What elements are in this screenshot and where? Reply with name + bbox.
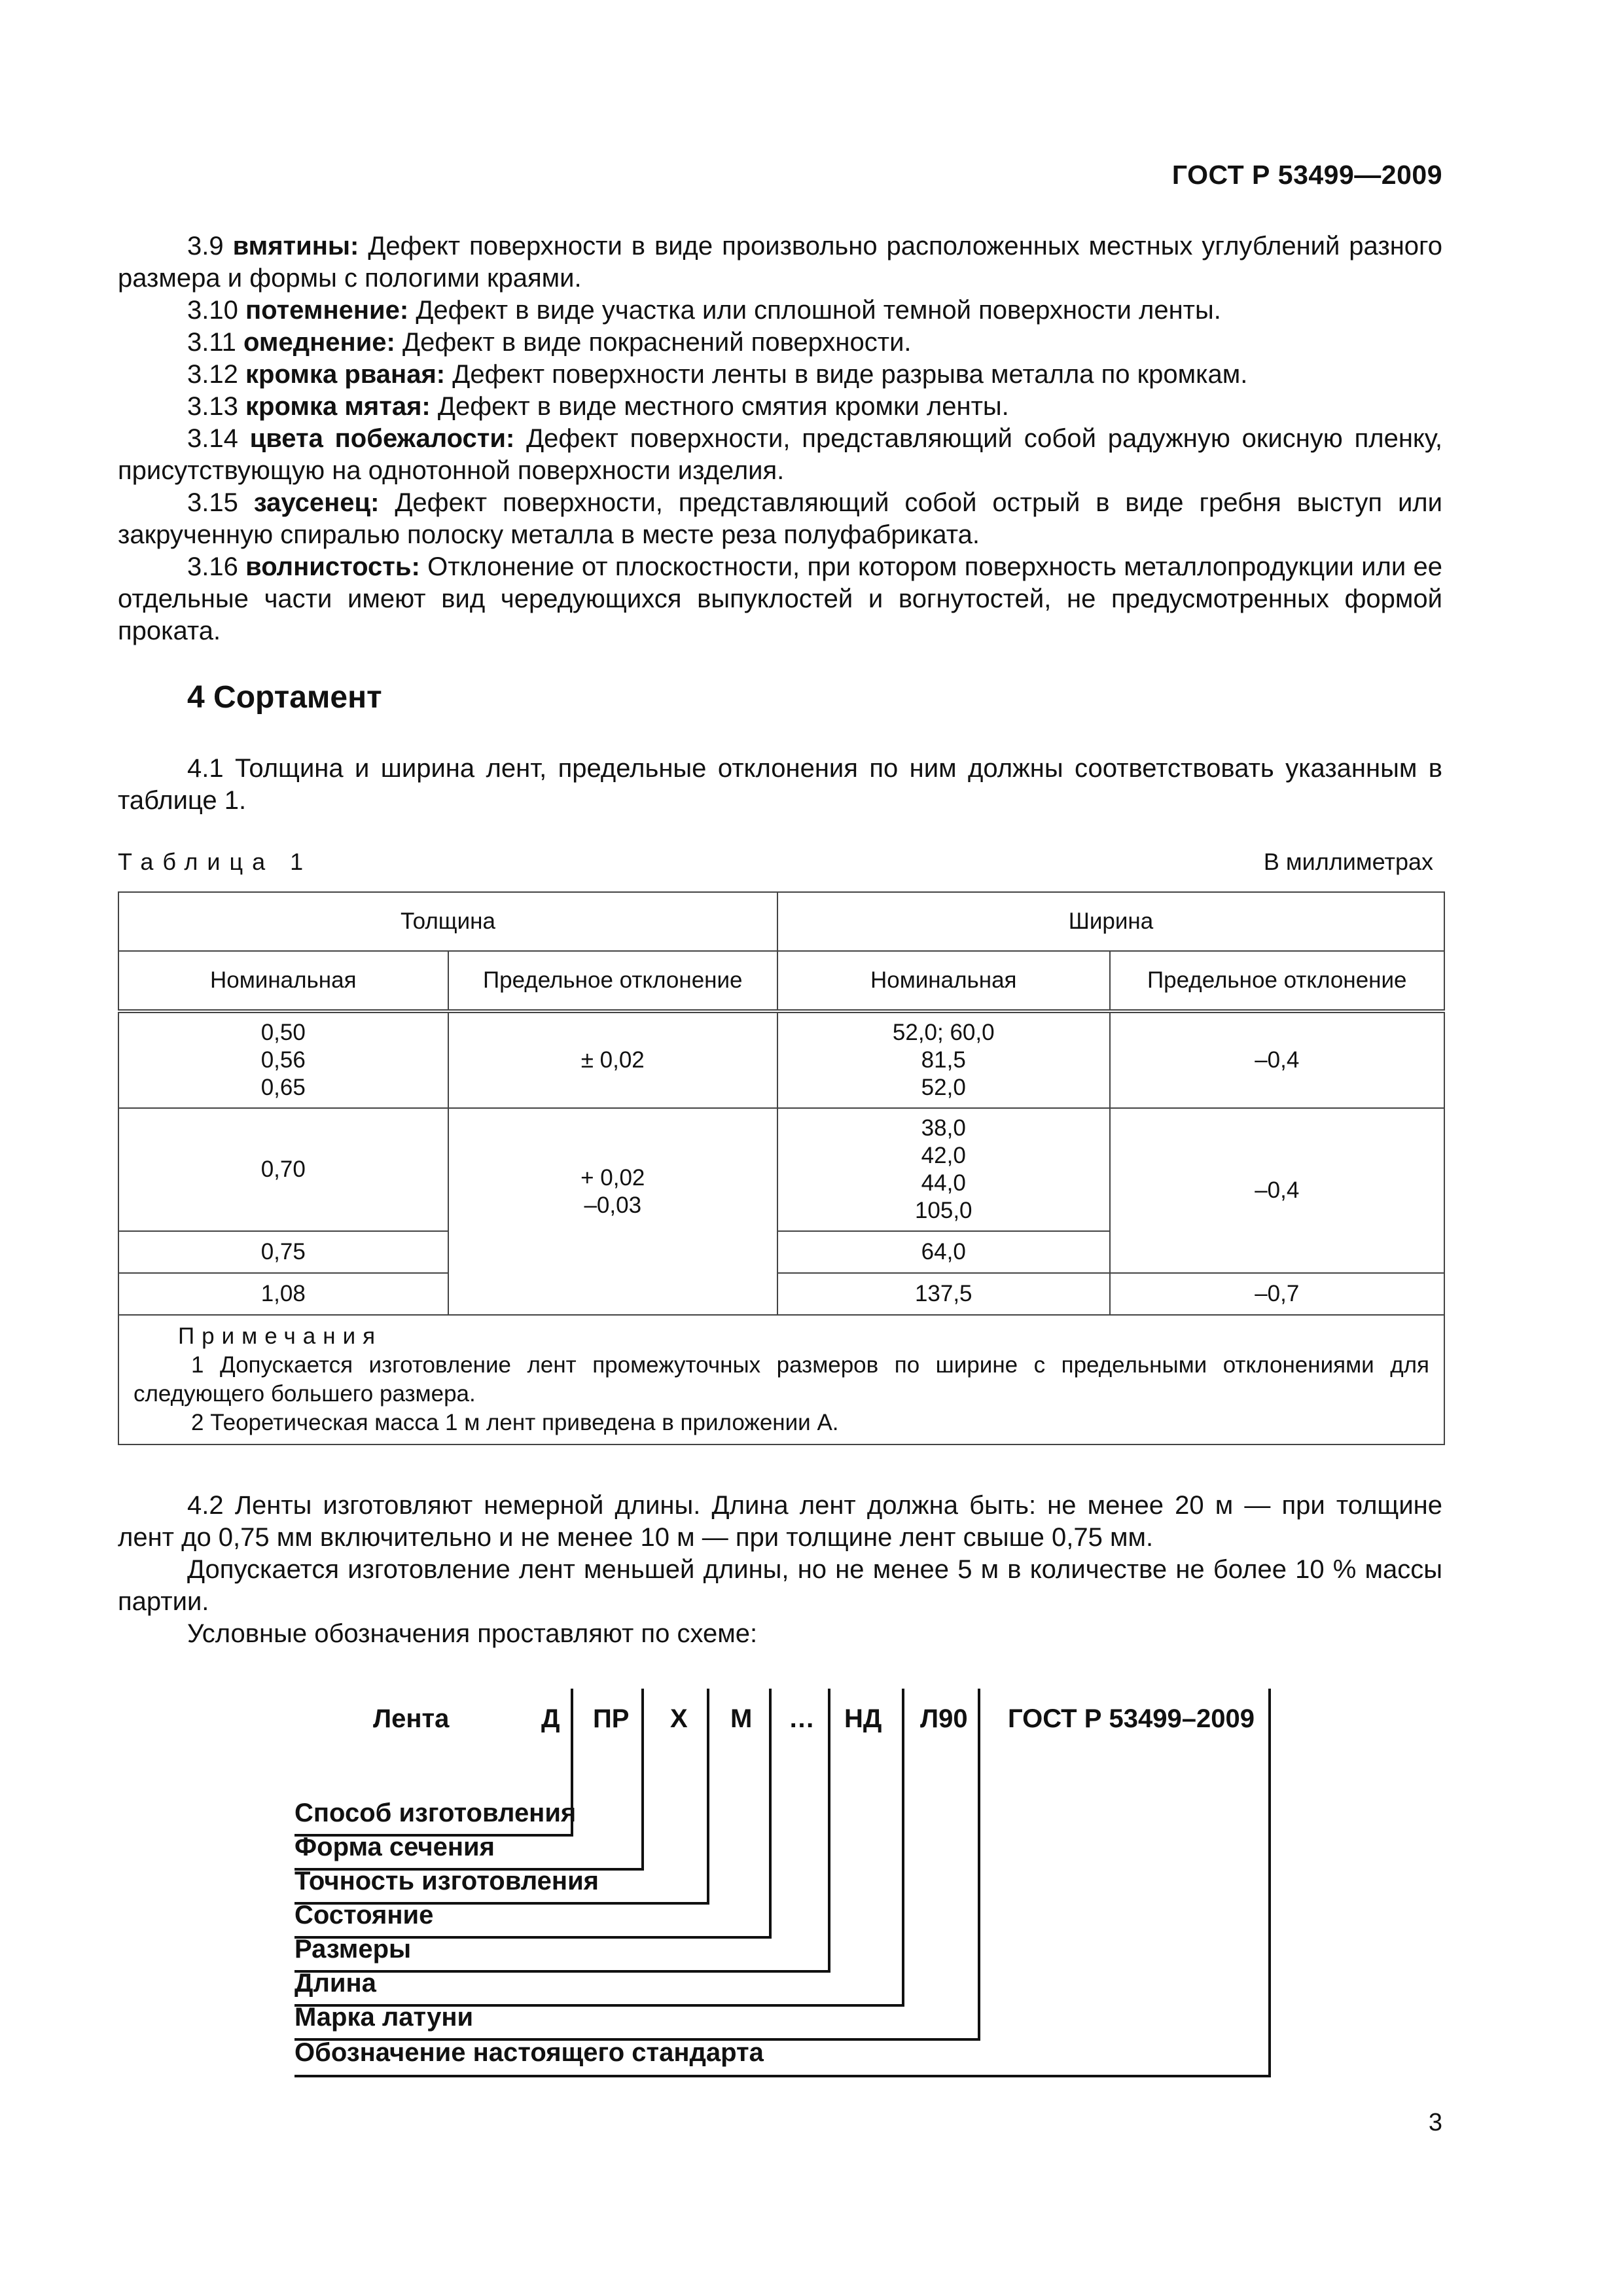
- schema-line: [294, 2075, 1271, 2077]
- designation-schema: [288, 1689, 1309, 2081]
- schema-label-section: Форма сечения: [294, 1833, 495, 1861]
- table-cell: 137,5: [777, 1273, 1110, 1315]
- term-3-16: 3.16 волнистость: Отклонение от плоскостности, при котором поверхность металлопродукции или ее отдельные части имеют вид чередующихся выпуклостей и вогнутостей, не предусмотренных формой проката.: [118, 552, 1442, 645]
- term-3-11: 3.11 омеднение: Дефект в виде покраснений поверхности.: [187, 328, 912, 357]
- page-number: 3: [1428, 2109, 1442, 2136]
- notes-title: Примечания: [178, 1323, 383, 1349]
- schema-line: [828, 1689, 830, 1973]
- table-units: В миллиметрах: [1263, 848, 1433, 875]
- note-1: 1 Допускается изготовление лент промежуточных размеров по ширине с предельными отклонениями для следующего большего размера.: [134, 1352, 1429, 1407]
- schema-label-method: Способ изготовления: [294, 1799, 577, 1827]
- table-cell: 38,0 42,0 44,0 105,0: [777, 1108, 1110, 1231]
- schema-token-x: Х: [670, 1704, 688, 1733]
- table-cell: 64,0: [777, 1231, 1110, 1273]
- header-width-deviation: Предельное отклонение: [1110, 951, 1445, 1011]
- term-3-10: 3.10 потемнение: Дефект в виде участка или сплошной темной поверхности ленты.: [187, 296, 1221, 325]
- header-thickness: Толщина: [118, 892, 777, 951]
- term-3-15: 3.15 заусенец: Дефект поверхности, представляющий собой острый в виде гребня выступ или закрученную спиралью полоску металла в месте реза полуфабриката.: [118, 488, 1442, 549]
- table-cell: + 0,02 –0,03: [448, 1108, 777, 1315]
- schema-token-m: М: [730, 1704, 753, 1733]
- table-cell: 52,0; 60,0 81,5 52,0: [777, 1011, 1110, 1108]
- schema-label-grade: Марка латуни: [294, 2003, 474, 2032]
- table-cell: 0,70: [118, 1108, 448, 1231]
- schema-token-word: Лента: [373, 1704, 450, 1733]
- term-3-14: 3.14 цвета побежалости: Дефект поверхности, представляющий собой радужную окисную пленку, присутствующую на однотонной поверхности изделия.: [118, 424, 1442, 485]
- paragraph-4-2-a: 4.2 Ленты изготовляют немерной длины. Длина лент должна быть: не менее 20 м — при толщине лент до 0,75 мм включительно и не менее 10 м — при толщине лент свыше 0,75 мм.: [118, 1491, 1442, 1552]
- table-cell: 0,50 0,56 0,65: [118, 1011, 448, 1108]
- table-cell: ± 0,02: [448, 1011, 777, 1108]
- paragraph-4-2-c: Условные обозначения проставляют по схеме:: [187, 1619, 758, 1648]
- document-code: ГОСТ Р 53499—2009: [1171, 160, 1442, 190]
- paragraph-4-2-b: Допускается изготовление лент меньшей длины, но не менее 5 м в количестве не более 10 % массы партии.: [118, 1555, 1442, 1616]
- header-thickness-deviation: Предельное отклонение: [448, 951, 777, 1011]
- note-2: 2 Теоретическая масса 1 м лент приведена в приложении А.: [191, 1410, 839, 1435]
- schema-token-pr: ПР: [593, 1704, 630, 1733]
- schema-label-length: Длина: [294, 1969, 376, 1998]
- term-3-13: 3.13 кромка мятая: Дефект в виде местного смятия кромки ленты.: [187, 392, 1009, 421]
- paragraph-4-1: 4.1 Толщина и ширина лент, предельные отклонения по ним должны соответствовать указанным в таблице 1.: [118, 754, 1442, 815]
- section-title: 4 Сортамент: [187, 680, 382, 715]
- schema-token-d: Д: [541, 1704, 560, 1733]
- table-cell: –0,7: [1110, 1273, 1445, 1315]
- dimensions-table: [118, 891, 1445, 1445]
- schema-token-nd: НД: [844, 1704, 882, 1733]
- table-cell: 0,75: [118, 1231, 448, 1273]
- table-notes: [118, 1315, 1444, 1444]
- table-cell: –0,4: [1110, 1108, 1445, 1273]
- header-thickness-nominal: Номинальная: [118, 951, 448, 1011]
- header-width-nominal: Номинальная: [777, 951, 1110, 1011]
- schema-line: [1268, 1689, 1271, 2077]
- header-width: Ширина: [777, 892, 1444, 951]
- table-caption: [118, 848, 1433, 876]
- schema-line: [707, 1689, 709, 1905]
- schema-line: [902, 1689, 904, 2007]
- schema-token-l90: Л90: [920, 1704, 968, 1733]
- schema-label-standard: Обозначение настоящего стандарта: [294, 2038, 764, 2067]
- schema-token-standard: ГОСТ Р 53499–2009: [1008, 1704, 1255, 1733]
- schema-label-accuracy: Точность изготовления: [294, 1867, 599, 1895]
- table-cell: –0,4: [1110, 1011, 1445, 1108]
- table-cell: 1,08: [118, 1273, 448, 1315]
- schema-line: [769, 1689, 772, 1939]
- schema-label-state: Состояние: [294, 1901, 434, 1929]
- term-3-12: 3.12 кромка рваная: Дефект поверхности ленты в виде разрыва металла по кромкам.: [187, 360, 1248, 389]
- terms-list: [118, 230, 1442, 647]
- table-label: Таблица 1: [118, 848, 313, 875]
- term-3-9: 3.9 вмятины: Дефект поверхности в виде произвольно расположенных местных углублений разного размера и формы с пологими краями.: [118, 232, 1442, 293]
- schema-line: [641, 1689, 644, 1871]
- paragraph-4-2: [118, 1490, 1442, 1650]
- schema-token-dots: …: [789, 1704, 815, 1733]
- schema-label-sizes: Размеры: [294, 1935, 412, 1964]
- schema-line: [978, 1689, 980, 2041]
